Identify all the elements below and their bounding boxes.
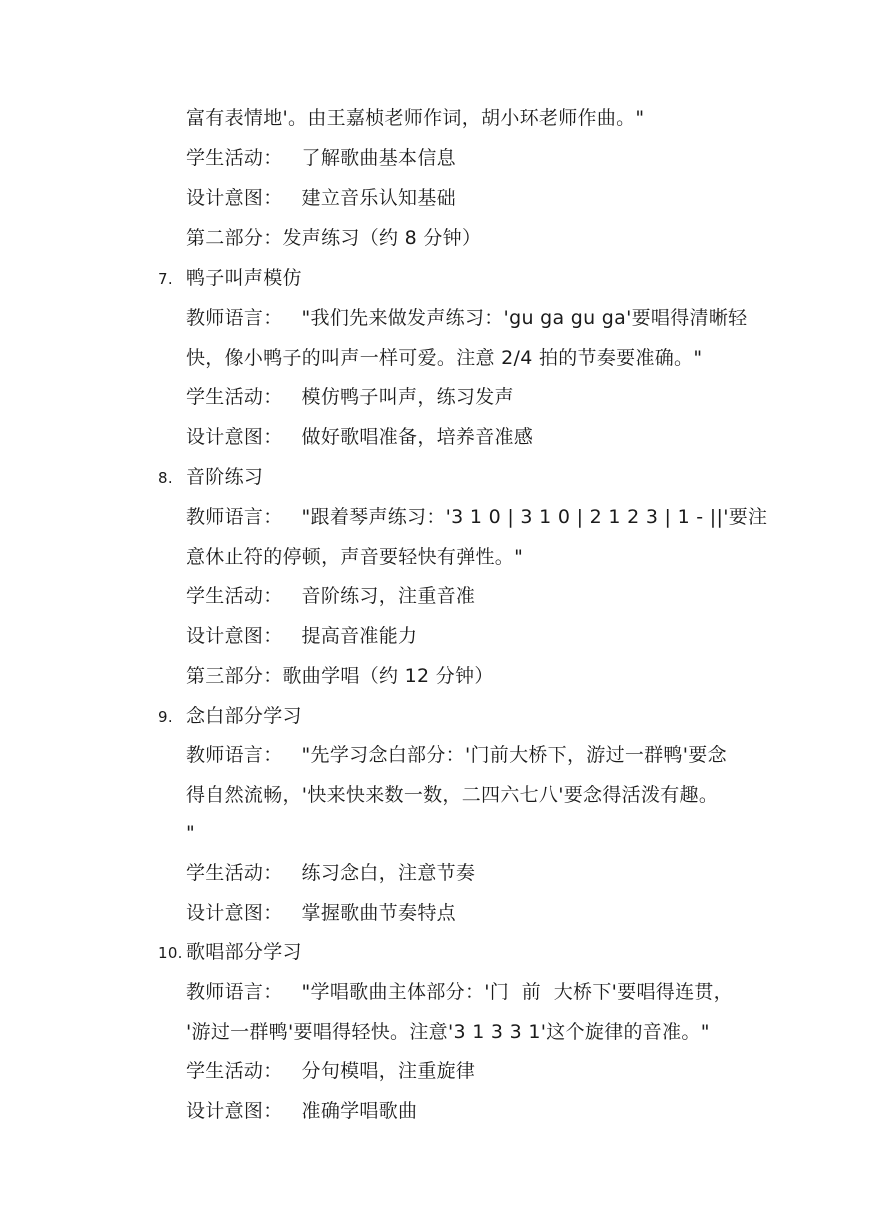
teacher-language-line: 教师语言： "先学习念白部分：'门前大桥下，游过一群鸭'要念 [186, 744, 727, 766]
teacher-language-line: 教师语言： "学唱歌曲主体部分：'门 前 大桥下'要唱得连贯， [186, 981, 733, 1003]
text-line: " [186, 822, 196, 844]
design-intent-line: 设计意图： 提高音准能力 [186, 625, 418, 647]
design-intent-line: 设计意图： 做好歌唱准备，培养音准感 [186, 426, 534, 448]
section-heading: 第二部分：发声练习（约 8 分钟） [186, 227, 482, 249]
text-line: 意休止符的停顿，声音要轻快有弹性。" [186, 546, 524, 568]
list-item-title: 歌唱部分学习 [186, 941, 302, 963]
list-number: 8. [158, 469, 173, 487]
text-line: 快，像小鸭子的叫声一样可爱。注意 2/4 拍的节奏要准确。" [186, 347, 703, 369]
list-item-9 [158, 703, 302, 730]
text-line: 富有表情地'。由王嘉桢老师作词，胡小环老师作曲。" [186, 107, 645, 129]
student-activity-line: 学生活动： 音阶练习，注重音准 [186, 585, 476, 607]
student-activity-line: 学生活动： 分句模唱，注重旋律 [186, 1060, 476, 1082]
list-number: 9. [158, 708, 173, 726]
list-item-7 [158, 265, 302, 292]
text-line: 得自然流畅，'快来快来数一数，二四六七八'要念得活泼有趣。 [186, 784, 719, 806]
teacher-language-line: 教师语言： "我们先来做发声练习：'gu ga gu ga'要唱得清晰轻 [186, 307, 748, 329]
teacher-language-line: 教师语言： "跟着琴声练习：'3 1 0 | 3 1 0 | 2 1 2 3 | 1 - ||'要注 [186, 506, 768, 528]
design-intent-line: 设计意图： 建立音乐认知基础 [186, 187, 456, 209]
list-item-8 [158, 464, 263, 491]
list-item-10 [158, 939, 302, 966]
design-intent-line: 设计意图： 准确学唱歌曲 [186, 1100, 418, 1122]
list-item-title: 念白部分学习 [186, 705, 302, 727]
list-item-title: 鸭子叫声模仿 [186, 267, 302, 289]
student-activity-line: 学生活动： 模仿鸭子叫声，练习发声 [186, 386, 514, 408]
student-activity-line: 学生活动： 了解歌曲基本信息 [186, 147, 456, 169]
list-number: 10. [158, 944, 183, 962]
list-number: 7. [158, 270, 173, 288]
list-item-title: 音阶练习 [186, 466, 264, 488]
text-line: '游过一群鸭'要唱得轻快。注意'3 1 3 3 1'这个旋律的音准。" [186, 1021, 710, 1043]
design-intent-line: 设计意图： 掌握歌曲节奏特点 [186, 902, 456, 924]
student-activity-line: 学生活动： 练习念白，注意节奏 [186, 862, 476, 884]
section-heading: 第三部分：歌曲学唱（约 12 分钟） [186, 665, 494, 687]
